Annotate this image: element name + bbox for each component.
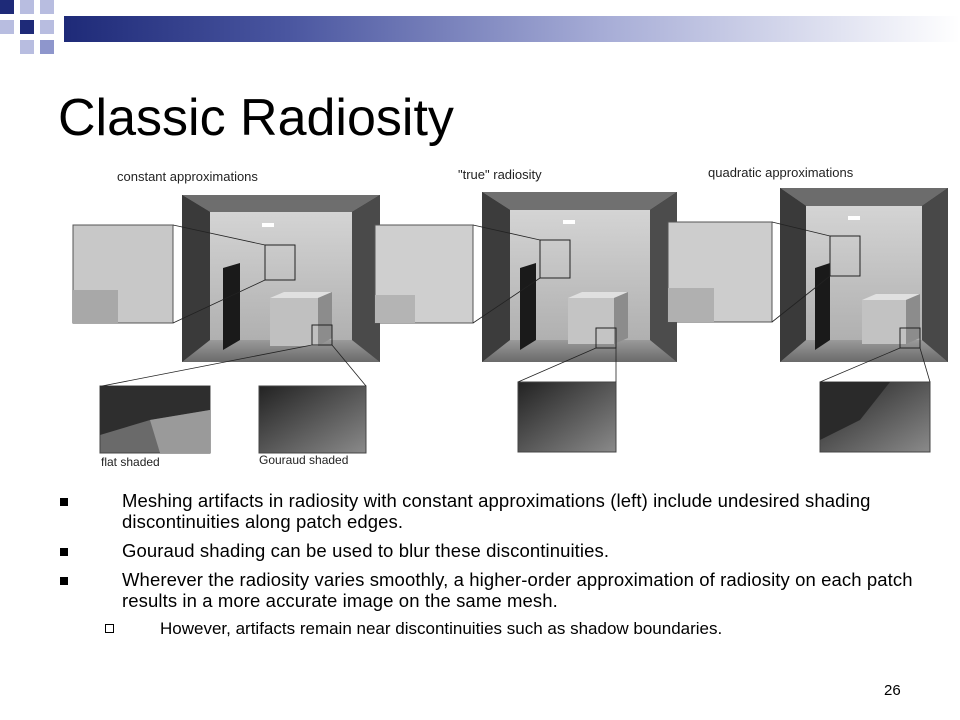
deco-square bbox=[0, 20, 14, 34]
label-quadratic: quadratic approximations bbox=[708, 165, 854, 180]
deco-square bbox=[40, 0, 54, 14]
page-number: 26 bbox=[884, 682, 901, 699]
bullet-item bbox=[60, 490, 920, 532]
label-constant: constant approximations bbox=[117, 169, 258, 184]
bullet-text: Gouraud shading can be used to blur these discontinuities. bbox=[122, 540, 610, 561]
header-decoration bbox=[0, 0, 960, 60]
bullet-text: Wherever the radiosity varies smoothly, a higher-order approximation of radiosity on each patch results in a more accurate image on the same mesh. bbox=[122, 569, 913, 611]
bullet-list bbox=[60, 490, 920, 639]
panel-true bbox=[375, 192, 677, 452]
bullet-item bbox=[60, 569, 920, 611]
label-flat-shaded: flat shaded bbox=[101, 455, 160, 469]
panel-quadratic bbox=[668, 188, 948, 452]
deco-square bbox=[20, 20, 34, 34]
deco-square bbox=[0, 0, 14, 14]
radiosity-figure bbox=[30, 150, 960, 475]
sub-bullet-item bbox=[60, 619, 920, 639]
deco-square bbox=[40, 40, 54, 54]
sub-bullet-text: However, artifacts remain near discontinuities such as shadow boundaries. bbox=[160, 619, 723, 638]
deco-square bbox=[20, 40, 34, 54]
deco-gradient-bar bbox=[64, 16, 960, 42]
radiosity-comparison-image bbox=[30, 150, 960, 475]
deco-square bbox=[20, 0, 34, 14]
bullet-square-icon bbox=[60, 577, 68, 585]
bullet-text: Meshing artifacts in radiosity with constant approximations (left) include undesired shading discontinuities along patch edges. bbox=[122, 490, 871, 532]
bullet-square-icon bbox=[60, 548, 68, 556]
panel-constant bbox=[73, 195, 380, 453]
label-true: "true" radiosity bbox=[458, 167, 542, 182]
deco-square bbox=[40, 20, 54, 34]
hollow-square-icon bbox=[105, 624, 114, 633]
bullet-item bbox=[60, 540, 920, 561]
slide-title: Classic Radiosity bbox=[58, 89, 454, 147]
label-gouraud-shaded: Gouraud shaded bbox=[259, 453, 349, 467]
bullet-square-icon bbox=[60, 498, 68, 506]
